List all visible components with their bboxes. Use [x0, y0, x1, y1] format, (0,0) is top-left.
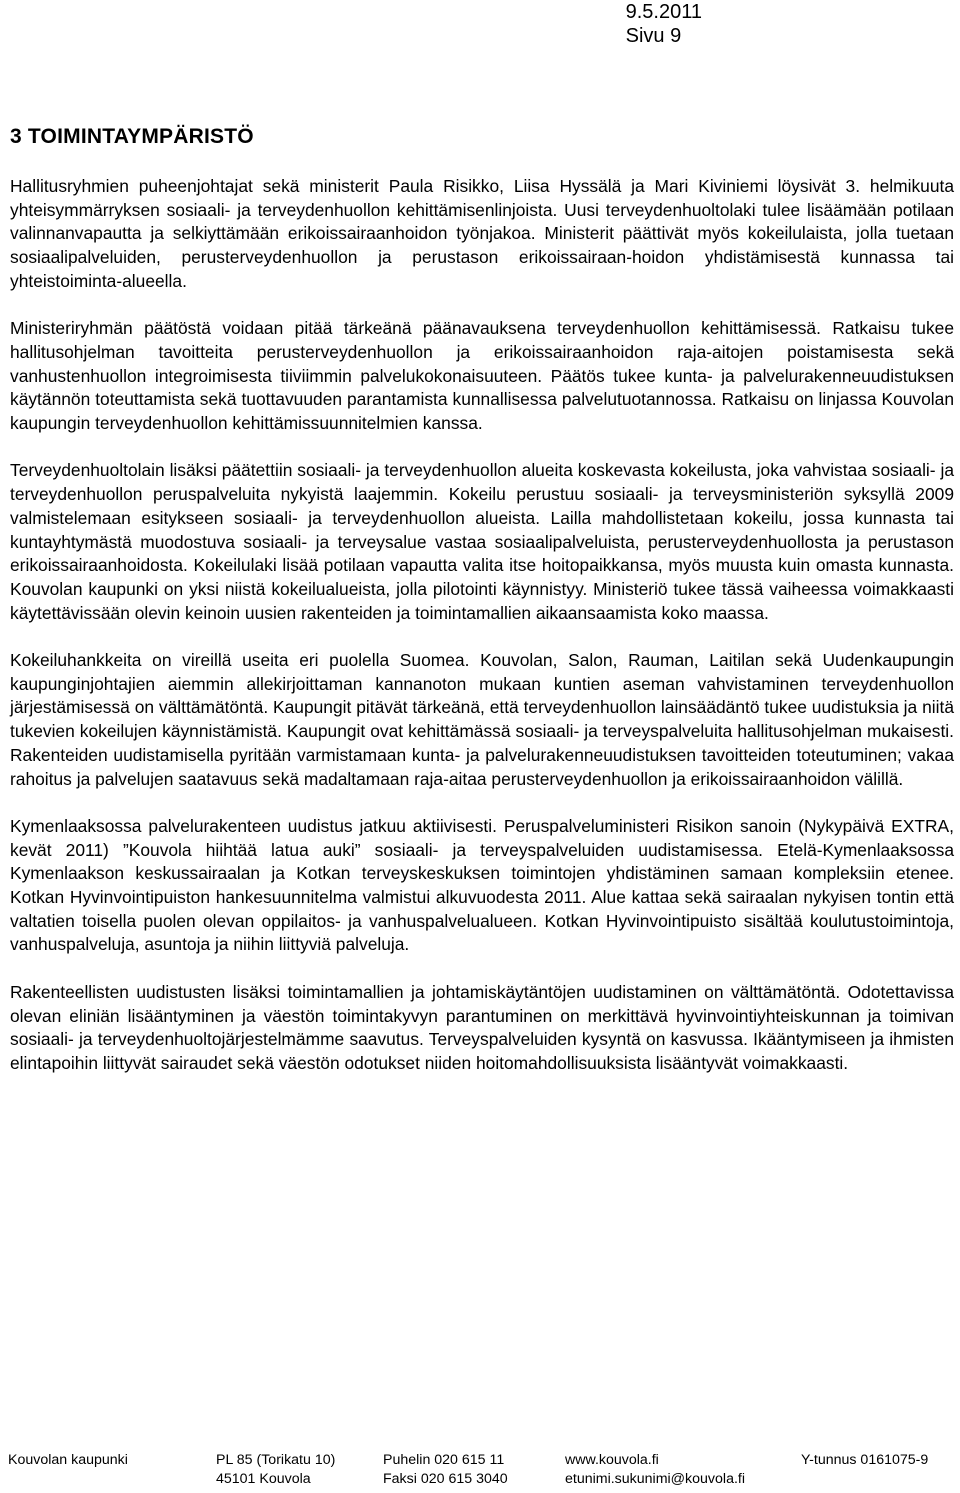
paragraph: Hallitusryhmien puheenjohtajat sekä ministerit Paula Risikko, Liisa Hyssälä ja Mari Kiviniemi löysivät 3. helmikuuta yhteisymmärryksen sosiaali- ja terveydenhuollon kehittämisenlinjoista. Uusi terveydenhuoltolaki tulee lisäämään potilaan valinnanvapautta ja selkiyttämään erikoissairaanhoidon työnjakoa. Ministerit päättivät myös kokeilulaista, jolla tuetaan sosiaalipalveluiden, perusterveydenhuollon ja perustason erikoissairaan-hoidon yhdistämisestä kunnassa tai yhteistoiminta-alueella.	[10, 176, 954, 291]
paragraph: Kokeiluhankkeita on vireillä useita eri puolella Suomea. Kouvolan, Salon, Rauman, Laitilan sekä Uudenkaupungin kaupunginjohtajien aiemmin allekirjoittaman kannanoton mukaan kuntien aseman vahvistaminen terveydenhuollon järjestämisessä on välttämätöntä. Kaupungit pitävät tärkeänä, että terveydenhuollon lainsäädäntö tukee uudistuksia ja niitä tukevien kokeilujen käynnistämistä. Kaupungit ovat kehittämässä sosiaali- ja terveyspalveluita hallitusohjelman mukaisesti. Rakenteiden uudistamisella pyritään varmistamaan kunta- ja palvelurakenneuudistuksen tavoitteiden toteutuminen; vakaa rahoitus ja palvelujen saatavuus sekä madaltamaan raja-aitaa perusterveydenhuollon ja erikoissairaanhoidon välillä.	[10, 650, 954, 789]
footer-address-line2: 45101 Kouvola	[216, 1471, 311, 1487]
footer-address-line1: PL 85 (Torikatu 10)	[216, 1452, 336, 1468]
footer-address-column	[216, 1451, 335, 1489]
footer-business-id: Y-tunnus 0161075-9	[801, 1452, 929, 1468]
section-title: 3 TOIMINTAYMPÄRISTÖ	[10, 125, 254, 148]
footer-phone: Puhelin 020 615 11	[383, 1452, 505, 1468]
footer-web-column	[565, 1451, 745, 1489]
footer-org: Kouvolan kaupunki	[8, 1452, 128, 1468]
header-page-number: Sivu 9	[625, 25, 682, 47]
footer-email-link[interactable]: etunimi.sukunimi@kouvola.fi	[565, 1471, 745, 1487]
footer-contact-column	[383, 1451, 508, 1489]
paragraph: Terveydenhuoltolain lisäksi päätettiin sosiaali- ja terveydenhuollon alueita koskevasta kokeilusta, joka vahvistaa sosiaali- ja terveydenhuollon peruspalveluita nykyistä laajemmin. Kokeilu perustuu sosiaali- ja terveysministeriön syksyllä 2009 valmistelemaan esitykseen sosiaali- ja terveydenhuollon alueista. Lailla mahdollistetaan kokeilu, jossa kunnasta tai kuntayhtymästä muodostuva sosiaali- ja terveysalue vastaa sosiaalipalveluista, perusterveydenhuollosta ja perustason erikoissairaanhoidosta. Kokeilulaki lisää potilaan vapautta valita itse hoitopaikkansa, myös muusta kuin omasta kunnasta. Kouvolan kaupunki on yksi niistä kokeilualueista, jolla pilotointi käynnistyy. Ministeriö tukee tässä vaiheessa voimakkaasti käytettävissään olevin keinoin uusien rakenteiden ja toimintamallien aikaansaamista koko maassa.	[10, 460, 954, 623]
paragraph: Ministeriryhmän päätöstä voidaan pitää tärkeänä päänavauksena terveydenhuollon kehittämisessä. Ratkaisu tukee hallitusohjelman tavoitteita perusterveydenhuollon ja erikoissairaanhoidon raja-aitojen poistamisesta sekä vanhustenhuollon integroimisesta tiiviimmin palvelukokonaisuuteen. Päätös tukee kunta- ja palvelurakenneuudistuksen käytännön toteuttamista sekä tuottavuuden parantamista kunnallisessa palvelutuotannossa. Ratkaisu on linjassa Kouvolan kaupungin terveydenhuollon kehittämissuunnitelmien kanssa.	[10, 318, 954, 434]
paragraph: Rakenteellisten uudistusten lisäksi toimintamallien ja johtamiskäytäntöjen uudistaminen on välttämätöntä. Odotettavissa olevan eliniän lisääntyminen ja väestön toimintakyvyn parantuminen on merkittävä hyvinvointiyhteiskunnan ja toimivan sosiaali- ja terveydenhuoltojärjestelmämme saavutus. Terveyspalveluiden kysyntä on kasvussa. Ikääntymiseen ja ihmisten elintapoihin liittyvät sairaudet sekä väestön odotukset niiden hoitomahdollisuuksista lisääntyvät voimakkaasti.	[10, 981, 954, 1073]
footer-web-link[interactable]: www.kouvola.fi	[565, 1452, 659, 1468]
document-body	[10, 175, 954, 1099]
footer-id-column	[801, 1451, 928, 1470]
paragraph: Kymenlaaksossa palvelurakenteen uudistus jatkuu aktiivisesti. Peruspalveluministeri Risikon sanoin (Nykypäivä EXTRA, kevät 2011) ”Kouvola hiihtää latua auki” sosiaali- ja terveyspalveluiden uudistamisessa. Etelä-Kymenlaaksossa Kymenlaakson keskussairaalan ja Kotkan terveyskeskuksen toimintojen yhdistäminen samaan kompleksiin etenee. Kotkan Hyvinvointipuiston hankesuunnitelma valmistui alkuvuodesta 2011. Alue kattaa sekä sairaalan nykyisen tontin että valtatien toisella puolen olevan oppilaitos- ja vanhuspalvelualueen. Kotkan Hyvinvointipuisto sisältää koulutustoimintoja, vanhuspalveluja, asuntoja ja niihin liittyviä palveluja.	[10, 815, 954, 955]
header-date: 9.5.2011	[625, 1, 702, 23]
footer-fax: Faksi 020 615 3040	[383, 1471, 508, 1487]
page-header	[626, 0, 702, 48]
footer-org-column	[8, 1451, 128, 1470]
